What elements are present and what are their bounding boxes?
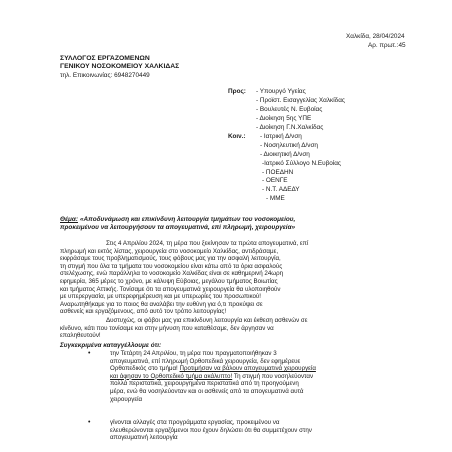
subject-label: Θέμα: xyxy=(60,216,78,223)
recipient-item: - Υπουργό Υγείας xyxy=(256,88,306,95)
bullet-line: απογευματινά, επί πληρωμή Ορθοπεδικά χειρουργεία, δεν εφημέρευε xyxy=(110,357,301,365)
bullet-text: Ορθοπεδικός στο τμήμα! xyxy=(110,365,178,373)
body-line: εκφράσαμε τους προβληματισμούς, τους φόβους μας για την ασφαλή λειτουργία, xyxy=(60,255,281,263)
cc-item: - ΟΕΝΓΕ xyxy=(262,177,288,184)
cc-label: Κοιν.: xyxy=(228,133,246,140)
sender-name-line-1: ΣΥΛΛΟΓΟΣ ΕΡΓΑΖΟΜΕΝΩΝ xyxy=(60,55,150,62)
cc-item: - Ν.Τ. ΑΔΕΔΥ xyxy=(262,186,300,193)
bullet-item-1 xyxy=(110,350,396,403)
recipient-item: - Προϊστ. Εισαγγελίας Χαλκίδας xyxy=(256,97,345,104)
subject-line-1: «Αποδυνάμωση και επικίνδυνη λειτουργία τμημάτων του νοσοκομείου, xyxy=(80,216,296,223)
recipient-item: - Διοίκηση 5ης ΥΠΕ xyxy=(256,115,312,122)
bullet-underlined-text: και άφησαν το Ορθοπεδικό τμήμα ακάλυπτο! xyxy=(110,372,233,380)
body-line: και τμήματος Αττικής. Τονίσαμε ότι τα απογευματινά χειρουργεία θα υλοποιηθούν xyxy=(60,285,281,293)
subject-line-2: προκειμένου να λειτουργήσουν τα απογευματινά, επί πληρωμή, χειρουργεία» xyxy=(60,224,296,231)
bullet-line: πολλά περιστατικά, χειρουργημένα περιστατικά από τη προηγούμενη xyxy=(110,380,299,388)
protocol-number: Αρ. πρωτ.:45 xyxy=(368,42,406,49)
sender-name-line-2: ΓΕΝΙΚΟΥ ΝΟΣΟΚΟΜΕΙΟΥ ΧΑΛΚΙΔΑΣ xyxy=(60,63,180,70)
cc-item: - Ιατρική Δ/νση xyxy=(260,133,302,140)
cc-item: -Ιατρικό Σύλλογο Ν.Ευβοίας xyxy=(262,160,342,167)
recipients-label: Προς: xyxy=(228,88,246,95)
body-line: πληρωμή και εκτός λίστας, χειρουργεία στο νοσοκομείο Χαλκίδας, αντιδράσαμε, xyxy=(60,247,279,255)
bullet-line: γίνονται αλλαγές στα προγράμματα εργασίας, προκειμένου να xyxy=(110,419,280,426)
body-line: Δυστυχώς, οι φόβοι μας για επικίνδυνη λειτουργία και έκθεση ασθενών σε xyxy=(106,317,308,324)
body-line: κίνδυνο, κάτι που τονίσαμε και στην μήνυση που καταθέσαμε, δεν άργησαν να xyxy=(60,324,274,332)
date-line: Χαλκίδα, 28/04/2024 xyxy=(346,33,405,40)
body-paragraph-1 xyxy=(60,240,396,316)
body-line: Αναρωτηθήκαμε για το ποιος θα αναλάβει την ευθύνη για ό,τι προκύψει σε xyxy=(60,300,263,308)
bullet-item-2 xyxy=(110,419,396,442)
bullet-line: ελευθερώνονται εργαζόμενοι που έχουν δηλώσει ότι θα συμμετέχουν στην xyxy=(110,426,312,434)
body-line: στελέχωσης, ενώ παράλληλα το νοσοκομείο Χαλκίδας είναι σε καθημερινή 24ωρη xyxy=(60,270,284,278)
body-line: επαληθευτούν! xyxy=(60,332,101,340)
bullet-line-mixed xyxy=(110,373,396,381)
recipient-item: - Διοίκηση Γ.Ν.Χαλκίδας xyxy=(256,124,324,131)
recipient-item: - Βουλευτές Ν. Ευβοίας xyxy=(256,106,323,113)
bullet-underlined-text: Προτιμήσαν να βάλουν απογευματινά χειρουργεία xyxy=(179,365,316,373)
bullet-text: Τη στιγμή που νοσηλεύονταν xyxy=(233,372,314,380)
bullet-icon: • xyxy=(88,419,91,426)
body-line: εφημερία, 365 μέρες το χρόνο, με κάλυψη Εύβοιας, μεγάλου τμήματος Βοιωτίας xyxy=(60,277,278,285)
bullet-line: χειρουργεία xyxy=(110,395,143,403)
bullet-icon: • xyxy=(88,350,91,357)
specifics-heading: Συγκεκριμένα καταγγέλλουμε ότι: xyxy=(60,342,162,349)
body-line: τη στιγμή που όλα τα τμήματα του νοσοκομείου είναι κάτω από τα όρια ασφαλούς xyxy=(60,262,283,270)
cc-item: - ΜΜΕ xyxy=(266,195,285,202)
body-line: ασθενείς και εργαζόμενους, από αυτό τον τρόπο λειτουργίας! xyxy=(60,308,227,316)
body-line: Στις 4 Απριλίου 2024, τη μέρα που ξεκίνησαν τα πρώτα απογευματινά, επί xyxy=(106,240,309,247)
bullet-line-mixed xyxy=(110,365,396,373)
bullet-line: την Τετάρτη 24 Απριλίου, τη μέρα που πραγματοποιήθηκαν 3 xyxy=(110,350,277,357)
bullet-line: μέρα, ενώ θα νοσηλεύονταν και οι ασθενείς από τα απογευματινά αυτά xyxy=(110,387,304,395)
body-paragraph-2 xyxy=(60,317,396,340)
cc-item: - ΠΟΕΔΗΝ xyxy=(262,169,294,176)
sender-phone: τηλ. Επικοινωνίας: 6948270449 xyxy=(60,72,150,79)
body-line: με υπερεργασία, με υπερεφημέρευση και με υπερωρίες του προσωπικού! xyxy=(60,293,262,301)
cc-item: - Νοσηλευτική Δ/νση xyxy=(260,142,318,149)
bullet-line: απογευματινή λειτουργία xyxy=(110,434,178,442)
cc-item: - Διοικητική Δ/νση xyxy=(260,151,310,158)
